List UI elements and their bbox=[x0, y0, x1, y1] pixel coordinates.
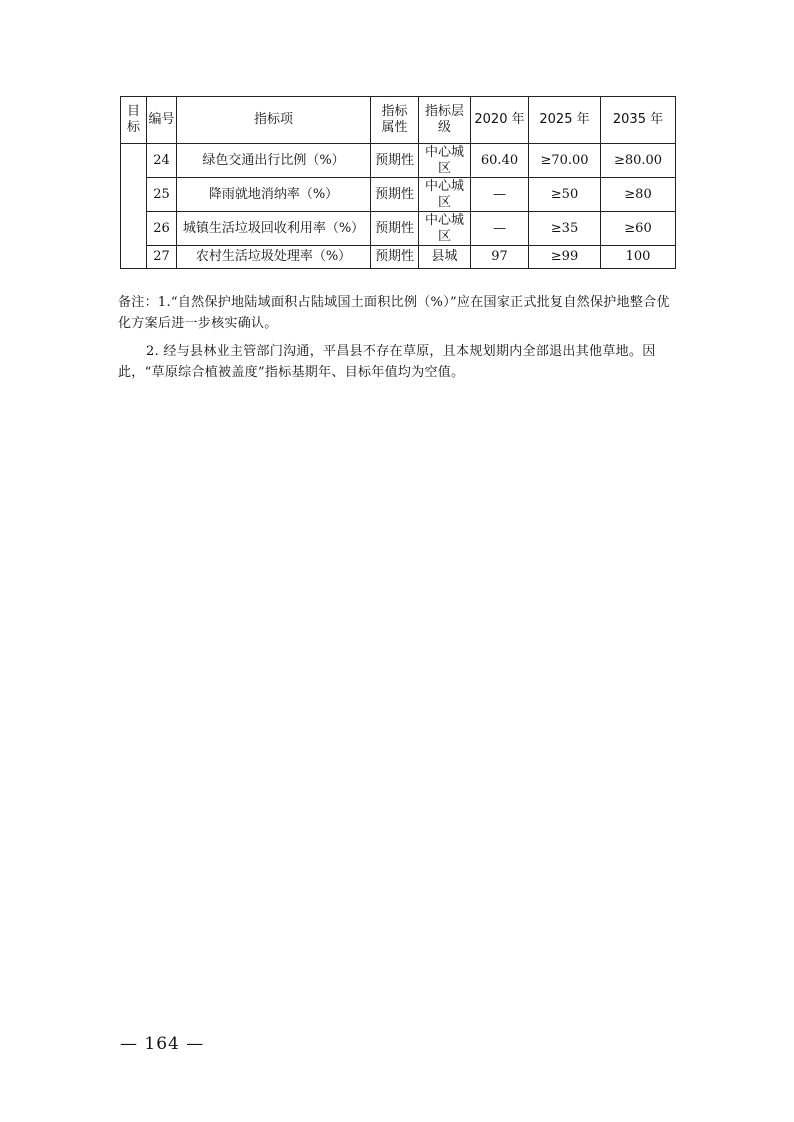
row-2020: 60.40 bbox=[471, 144, 529, 178]
table-row bbox=[121, 246, 676, 269]
page-number: — 164 — bbox=[120, 1034, 205, 1054]
target-group-cell bbox=[121, 144, 147, 269]
table-row bbox=[121, 178, 676, 212]
row-level: 县城 bbox=[419, 246, 471, 269]
row-2020: — bbox=[471, 178, 529, 212]
table-row bbox=[121, 212, 676, 246]
row-level: 中心城区 bbox=[419, 178, 471, 212]
row-2025: ≥35 bbox=[529, 212, 601, 246]
row-2035: ≥80.00 bbox=[601, 144, 676, 178]
row-item: 城镇生活垃圾回收利用率（%） bbox=[177, 212, 371, 246]
row-item: 降雨就地消纳率（%） bbox=[177, 178, 371, 212]
row-number: 26 bbox=[147, 212, 177, 246]
row-level: 中心城区 bbox=[419, 144, 471, 178]
row-item: 绿色交通出行比例（%） bbox=[177, 144, 371, 178]
row-number: 25 bbox=[147, 178, 177, 212]
row-number: 27 bbox=[147, 246, 177, 269]
row-attribute: 预期性 bbox=[371, 144, 419, 178]
row-2020: 97 bbox=[471, 246, 529, 269]
row-attribute: 预期性 bbox=[371, 212, 419, 246]
row-number: 24 bbox=[147, 144, 177, 178]
header-2025: 2025 年 bbox=[529, 97, 601, 144]
header-target: 目标 bbox=[121, 97, 147, 144]
note-1: 备注：1.“自然保护地陆域面积占陆域国土面积比例（%）”应在国家正式批复自然保护地整合优化方案后进一步核实确认。 bbox=[118, 295, 670, 331]
row-2035: ≥60 bbox=[601, 212, 676, 246]
table-row bbox=[121, 144, 676, 178]
indicator-table bbox=[120, 96, 676, 269]
row-2025: ≥70.00 bbox=[529, 144, 601, 178]
header-2020: 2020 年 bbox=[471, 97, 529, 144]
notes-section bbox=[118, 292, 678, 383]
row-2035: 100 bbox=[601, 246, 676, 269]
row-item: 农村生活垃圾处理率（%） bbox=[177, 246, 371, 269]
row-level: 中心城区 bbox=[419, 212, 471, 246]
header-attribute: 指标属性 bbox=[371, 97, 419, 144]
row-attribute: 预期性 bbox=[371, 246, 419, 269]
table-body bbox=[121, 144, 676, 269]
header-item: 指标项 bbox=[177, 97, 371, 144]
row-2020: — bbox=[471, 212, 529, 246]
header-row bbox=[121, 97, 676, 144]
header-2035: 2035 年 bbox=[601, 97, 676, 144]
row-2025: ≥99 bbox=[529, 246, 601, 269]
note-2: 2. 经与县林业主管部门沟通，平昌县不存在草原，且本规划期内全部退出其他草地。因此，“草原综合植被盖度”指标基期年、目标年值均为空值。 bbox=[118, 344, 656, 380]
row-2025: ≥50 bbox=[529, 178, 601, 212]
header-level: 指标层级 bbox=[419, 97, 471, 144]
row-attribute: 预期性 bbox=[371, 178, 419, 212]
row-2035: ≥80 bbox=[601, 178, 676, 212]
table-header bbox=[121, 97, 676, 144]
header-number: 编号 bbox=[147, 97, 177, 144]
